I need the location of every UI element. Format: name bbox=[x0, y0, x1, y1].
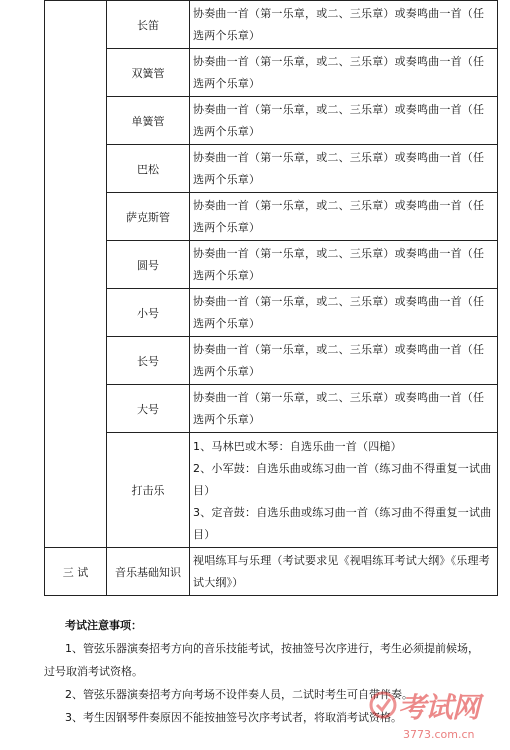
subject-cell: 音乐基础知识 bbox=[107, 548, 190, 596]
requirement-cell bbox=[190, 548, 498, 596]
requirement-cell bbox=[190, 1, 498, 49]
stage-cell: 三 试 bbox=[45, 548, 107, 596]
requirement-line: 选两个乐章） bbox=[193, 221, 261, 234]
table-row bbox=[45, 289, 498, 337]
notes-title: 考试注意事项： bbox=[65, 619, 142, 632]
requirement-line: 协奏曲一首（第一乐章，或二、三乐章）或奏鸣曲一首（任 bbox=[193, 151, 485, 164]
requirement-cell bbox=[190, 433, 498, 548]
table-row bbox=[45, 97, 498, 145]
note-paragraph: 3、考生因钢琴件奏原因不能按抽签号次序考试者，将取消考试资格。 bbox=[65, 711, 402, 724]
note-paragraph-continued: 过号取消考试资格。 bbox=[44, 665, 143, 678]
instrument-cell: 萨克斯管 bbox=[107, 193, 190, 241]
requirement-line: 选两个乐章） bbox=[193, 173, 261, 186]
requirement-line: 协奏曲一首（第一乐章，或二、三乐章）或奏鸣曲一首（任 bbox=[193, 7, 485, 20]
requirement-line: 3、定音鼓：自选乐曲或练习曲一首（练习曲不得重复一试曲 bbox=[193, 505, 492, 519]
requirement-line: 选两个乐章） bbox=[193, 413, 261, 426]
requirement-cell bbox=[190, 241, 498, 289]
table-row bbox=[45, 145, 498, 193]
watermark-text: 考试网 bbox=[398, 691, 480, 724]
instrument-cell: 大号 bbox=[107, 385, 190, 433]
note-paragraph: 1、管弦乐器演奏招考方向的音乐技能考试，按抽签号次序进行，考生必须提前候场， bbox=[65, 642, 479, 655]
requirement-cell bbox=[190, 289, 498, 337]
requirement-cell bbox=[190, 97, 498, 145]
requirement-line: 选两个乐章） bbox=[193, 317, 261, 330]
requirement-line: 目） bbox=[193, 483, 216, 497]
watermark-url: 3773.com.cn bbox=[403, 728, 475, 741]
requirement-line: 选两个乐章） bbox=[193, 269, 261, 282]
requirement-cell bbox=[190, 193, 498, 241]
requirement-line: 2、小军鼓：自选乐曲或练习曲一首（练习曲不得重复一试曲 bbox=[193, 461, 492, 475]
requirement-line: 视唱练耳与乐理（考试要求见《视唱练耳考试大纲》《乐理考 bbox=[193, 554, 490, 567]
instrument-cell: 圆号 bbox=[107, 241, 190, 289]
requirement-line: 协奏曲一首（第一乐章，或二、三乐章）或奏鸣曲一首（任 bbox=[193, 199, 485, 212]
requirement-line: 选两个乐章） bbox=[193, 365, 261, 378]
instrument-cell: 巴松 bbox=[107, 145, 190, 193]
note-paragraph: 2、管弦乐器演奏招考方向考场不设伴奏人员，二试时考生可自带伴奏。 bbox=[65, 688, 413, 701]
requirement-line: 协奏曲一首（第一乐章，或二、三乐章）或奏鸣曲一首（任 bbox=[193, 343, 485, 356]
table-row bbox=[45, 385, 498, 433]
requirement-line: 协奏曲一首（第一乐章，或二、三乐章）或奏鸣曲一首（任 bbox=[193, 103, 485, 116]
instrument-cell: 长笛 bbox=[107, 1, 190, 49]
watermark-logo-icon bbox=[368, 690, 398, 720]
requirement-line: 协奏曲一首（第一乐章，或二、三乐章）或奏鸣曲一首（任 bbox=[193, 391, 485, 404]
instrument-cell: 长号 bbox=[107, 337, 190, 385]
table-row bbox=[45, 241, 498, 289]
instrument-cell: 打击乐 bbox=[107, 433, 190, 548]
requirement-cell bbox=[190, 49, 498, 97]
table-row bbox=[45, 193, 498, 241]
requirement-line: 目） bbox=[193, 527, 216, 541]
requirement-line: 选两个乐章） bbox=[193, 29, 261, 42]
requirement-line: 1、马林巴或木琴：自选乐曲一首（四槌） bbox=[193, 439, 402, 453]
requirement-line: 选两个乐章） bbox=[193, 77, 261, 90]
table-row bbox=[45, 433, 498, 548]
table-row bbox=[45, 548, 498, 596]
table-row bbox=[45, 337, 498, 385]
table-row bbox=[45, 1, 498, 49]
requirement-line: 协奏曲一首（第一乐章，或二、三乐章）或奏鸣曲一首（任 bbox=[193, 295, 485, 308]
exam-requirements-table bbox=[44, 0, 498, 596]
instrument-cell: 单簧管 bbox=[107, 97, 190, 145]
requirement-line: 协奏曲一首（第一乐章，或二、三乐章）或奏鸣曲一首（任 bbox=[193, 247, 485, 260]
requirement-cell bbox=[190, 385, 498, 433]
requirement-line: 试大纲》） bbox=[193, 576, 244, 589]
stage-cell-blank bbox=[45, 1, 107, 548]
requirement-line: 选两个乐章） bbox=[193, 125, 261, 138]
requirement-line: 协奏曲一首（第一乐章，或二、三乐章）或奏鸣曲一首（任 bbox=[193, 55, 485, 68]
instrument-cell: 小号 bbox=[107, 289, 190, 337]
instrument-cell: 双簧管 bbox=[107, 49, 190, 97]
table-row bbox=[45, 49, 498, 97]
requirement-cell bbox=[190, 337, 498, 385]
requirement-cell bbox=[190, 145, 498, 193]
